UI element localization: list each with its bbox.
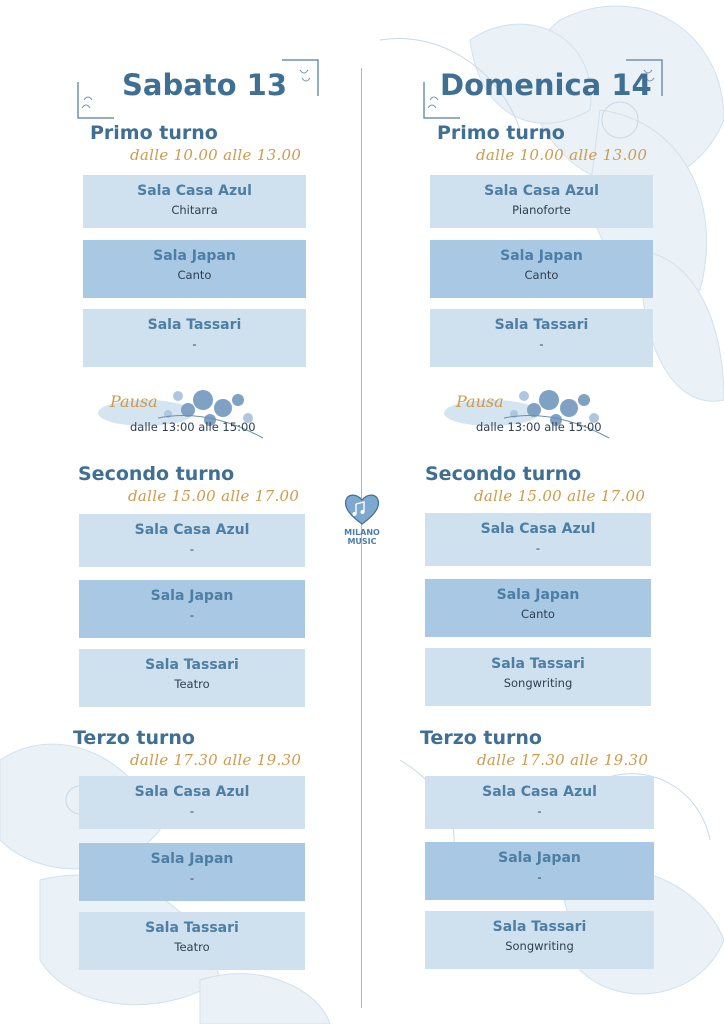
room-name: Sala Japan — [150, 851, 234, 867]
turno-time: dalle 15.00 alle 17.00 — [474, 487, 646, 505]
room-name: Sala Japan — [153, 248, 236, 264]
corner-ornament-icon — [74, 78, 118, 122]
room-name: Sala Japan — [498, 850, 581, 866]
turno-title: Terzo turno — [420, 727, 542, 749]
room-activity: Canto — [524, 268, 559, 282]
flower-cluster-icon — [148, 378, 268, 448]
room-activity: Canto — [177, 268, 212, 282]
turno-time: dalle 10.00 alle 13.00 — [130, 146, 302, 164]
room-card — [425, 776, 654, 829]
room-card — [425, 513, 651, 566]
turno-title: Secondo turno — [78, 463, 235, 485]
pausa-label: Pausa — [456, 392, 504, 411]
room-activity: Teatro — [174, 677, 210, 691]
turno-title: Primo turno — [90, 122, 218, 144]
room-activity: - — [189, 608, 195, 622]
turno-title: Secondo turno — [425, 463, 582, 485]
room-activity: - — [189, 542, 195, 556]
room-activity: Songwriting — [505, 939, 574, 953]
room-activity: Chitarra — [171, 203, 218, 217]
room-activity: Pianoforte — [512, 203, 571, 217]
room-card — [83, 175, 306, 228]
turno-title: Primo turno — [437, 122, 565, 144]
room-name: Sala Casa Azul — [482, 784, 597, 800]
room-activity: Canto — [521, 607, 555, 621]
room-card — [430, 175, 653, 228]
pausa-block — [434, 378, 624, 448]
room-name: Sala Tassari — [145, 920, 239, 936]
pausa-block — [88, 378, 278, 448]
room-activity: - — [189, 804, 195, 818]
pausa-time: dalle 13:00 alle 15:00 — [130, 420, 256, 434]
room-card — [79, 649, 305, 707]
room-activity: Songwriting — [503, 676, 573, 690]
room-name: Sala Casa Azul — [134, 784, 250, 800]
room-card — [430, 240, 653, 298]
turno-time: dalle 17.30 alle 19.30 — [477, 751, 649, 769]
day-title-sabato: Sabato 13 — [122, 68, 288, 102]
room-activity: - — [189, 871, 195, 885]
room-card — [79, 580, 305, 638]
logo-text-line2: MUSIC — [347, 537, 377, 546]
room-name: Sala Casa Azul — [134, 522, 250, 538]
room-card — [79, 514, 305, 567]
room-name: Sala Japan — [500, 248, 583, 264]
room-name: Sala Casa Azul — [480, 521, 596, 537]
room-name: Sala Casa Azul — [484, 183, 599, 199]
room-card — [83, 240, 306, 298]
room-name: Sala Tassari — [147, 317, 242, 333]
pausa-label: Pausa — [110, 392, 158, 411]
room-card — [425, 648, 651, 706]
room-card — [79, 843, 305, 901]
logo-text-line1: MILANO — [344, 528, 380, 537]
room-activity: - — [537, 870, 542, 884]
room-name: Sala Casa Azul — [137, 183, 252, 199]
flower-cluster-icon — [494, 378, 614, 448]
room-activity: - — [192, 337, 197, 351]
room-card — [425, 911, 654, 969]
room-card — [83, 309, 306, 367]
room-card — [79, 912, 305, 970]
turno-time: dalle 15.00 alle 17.00 — [128, 487, 300, 505]
room-name: Sala Japan — [150, 588, 234, 604]
room-card — [425, 842, 654, 900]
milano-music-logo — [337, 492, 387, 552]
room-card — [425, 579, 651, 637]
day-title-domenica: Domenica 14 — [440, 68, 652, 102]
turno-time: dalle 17.30 alle 19.30 — [130, 751, 302, 769]
room-name: Sala Tassari — [491, 656, 585, 672]
room-name: Sala Tassari — [145, 657, 239, 673]
heart-logo-icon — [342, 492, 382, 526]
turno-title: Terzo turno — [73, 727, 195, 749]
turno-time: dalle 10.00 alle 13.00 — [476, 146, 648, 164]
room-activity: Teatro — [174, 940, 210, 954]
room-card — [79, 776, 305, 829]
room-name: Sala Tassari — [494, 317, 589, 333]
room-activity: - — [539, 337, 544, 351]
room-card — [430, 309, 653, 367]
room-name: Sala Tassari — [492, 919, 587, 935]
room-name: Sala Japan — [496, 587, 580, 603]
room-activity: - — [535, 541, 541, 555]
room-activity: - — [537, 804, 542, 818]
pausa-time: dalle 13:00 alle 15:00 — [476, 420, 602, 434]
